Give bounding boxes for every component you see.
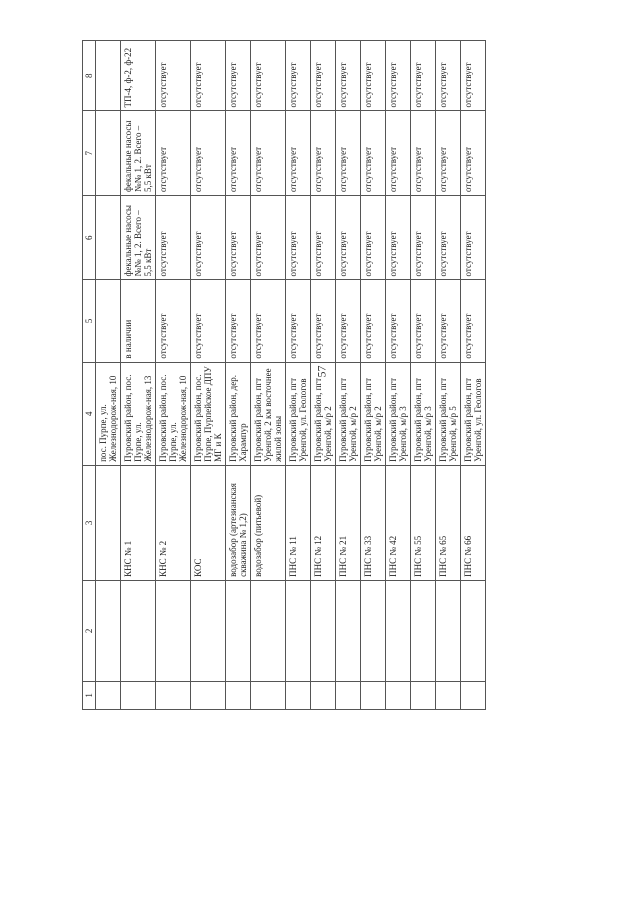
table-cell-c8: ТП-4, ф-2, ф-22	[121, 41, 156, 111]
table-cell-c3: водозабор (артезианская скважина № 1,2)	[226, 465, 251, 580]
table-cell-c6: отсутствует	[251, 195, 286, 280]
table-cell-c5: отсутствует	[311, 280, 336, 362]
empty-cell	[286, 580, 311, 681]
table-cell-c7: отсутствует	[286, 111, 311, 196]
empty-cell	[411, 580, 436, 681]
table-cell-c7: отсутствует	[386, 111, 411, 196]
table-row	[226, 41, 251, 710]
table-cell-c3: КНС № 1	[121, 465, 156, 580]
table-cell-c8	[96, 41, 121, 111]
table-cell-c7: фекальные насосы №№ 1, 2. Всего – 5,5 кВт	[121, 111, 156, 196]
empty-cell	[461, 580, 486, 681]
table-cell-c5	[96, 280, 121, 362]
rotated-table-container	[82, 40, 592, 710]
table-cell-c3: ПНС № 55	[411, 465, 436, 580]
empty-cell	[311, 681, 336, 709]
table-cell-c6: отсутствует	[191, 195, 226, 280]
table-cell-c7: отсутствует	[156, 111, 191, 196]
table-cell-c6: отсутствует	[156, 195, 191, 280]
table-cell-c3: ПНС № 21	[336, 465, 361, 580]
table-cell-c4: пос. Пурпе, ул. Железнодорож-ная, 10	[96, 362, 121, 465]
table-row	[286, 41, 311, 710]
table-row	[96, 41, 121, 710]
table-cell-c8: отсутствует	[226, 41, 251, 111]
table-cell-c5: отсутствует	[191, 280, 226, 362]
table-cell-c7: отсутствует	[226, 111, 251, 196]
table-cell-c6: отсутствует	[461, 195, 486, 280]
empty-cell	[251, 681, 286, 709]
table-cell-c6: отсутствует	[436, 195, 461, 280]
column-number-row	[83, 41, 96, 710]
table-cell-c4: Пуровский район, пгт Уренгой, м/р 2	[361, 362, 386, 465]
empty-cell	[96, 681, 121, 709]
table-row	[336, 41, 361, 710]
table-cell-c4: Пуровский район, пос. Пурпе, ул. Железнодорож-ная, 10	[156, 362, 191, 465]
table-cell-c8: отсутствует	[156, 41, 191, 111]
table-cell-c6: фекальные насосы №№ 1, 2. Всего – 5,5 кВт	[121, 195, 156, 280]
page-number: 57	[314, 365, 329, 378]
table-cell-c5: отсутствует	[336, 280, 361, 362]
empty-cell	[336, 580, 361, 681]
empty-cell	[436, 681, 461, 709]
column-number-8: 8	[83, 41, 96, 111]
empty-cell	[251, 580, 286, 681]
table-cell-c5: отсутствует	[436, 280, 461, 362]
table-cell-c7: отсутствует	[311, 111, 336, 196]
empty-cell	[386, 580, 411, 681]
table-cell-c7: отсутствует	[191, 111, 226, 196]
empty-cell	[121, 580, 156, 681]
table-row	[191, 41, 226, 710]
table-cell-c4: Пуровский район, пгт Уренгой, м/р 5	[436, 362, 461, 465]
empty-cell	[336, 681, 361, 709]
table-cell-c4: Пуровский район, дер. Харампур	[226, 362, 251, 465]
table-cell-c4: Пуровский район, пгт Уренгой, ул. Геологов	[286, 362, 311, 465]
table-cell-c6	[96, 195, 121, 280]
column-number-3: 3	[83, 465, 96, 580]
empty-cell	[226, 580, 251, 681]
table-cell-c3: водозабор (питьевой)	[251, 465, 286, 580]
column-number-5: 5	[83, 280, 96, 362]
table-cell-c6: отсутствует	[336, 195, 361, 280]
empty-cell	[191, 681, 226, 709]
table-cell-c6: отсутствует	[311, 195, 336, 280]
empty-cell	[461, 681, 486, 709]
table-cell-c4: Пуровский район, пгт Уренгой, м/р 3	[411, 362, 436, 465]
table-cell-c4: Пуровский район, пгт Уренгой, м/р 3	[386, 362, 411, 465]
table-row	[311, 41, 336, 710]
table-cell-c6: отсутствует	[361, 195, 386, 280]
equipment-table	[82, 40, 486, 710]
table-cell-c3: ПНС № 12	[311, 465, 336, 580]
table-cell-c3: ПНС № 65	[436, 465, 461, 580]
table-cell-c5: отсутствует	[156, 280, 191, 362]
table-cell-c5: отсутствует	[386, 280, 411, 362]
table-cell-c8: отсутствует	[286, 41, 311, 111]
table-row	[156, 41, 191, 710]
table-cell-c3: ПНС № 66	[461, 465, 486, 580]
table-cell-c5: отсутствует	[226, 280, 251, 362]
empty-cell	[156, 681, 191, 709]
table-cell-c3: КОС	[191, 465, 226, 580]
empty-cell	[96, 580, 121, 681]
table-cell-c3: ПНС № 42	[386, 465, 411, 580]
column-number-7: 7	[83, 111, 96, 196]
table-cell-c8: отсутствует	[411, 41, 436, 111]
table-cell-c7: отсутствует	[461, 111, 486, 196]
table-cell-c7: отсутствует	[336, 111, 361, 196]
table-cell-c3: КНС № 2	[156, 465, 191, 580]
empty-cell	[191, 580, 226, 681]
table-row	[411, 41, 436, 710]
table-cell-c5: отсутствует	[361, 280, 386, 362]
column-number-4: 4	[83, 362, 96, 465]
table-cell-c8: отсутствует	[461, 41, 486, 111]
table-row	[361, 41, 386, 710]
table-cell-c8: отсутствует	[436, 41, 461, 111]
table-cell-c6: отсутствует	[226, 195, 251, 280]
table-cell-c7: отсутствует	[411, 111, 436, 196]
table-cell-c8: отсутствует	[251, 41, 286, 111]
table-cell-c4: Пуровский район, пос. Пурпе, Пурпейское ДПУ МГ и К	[191, 362, 226, 465]
table-cell-c7: отсутствует	[361, 111, 386, 196]
table-row	[436, 41, 461, 710]
table-cell-c6: отсутствует	[411, 195, 436, 280]
table-cell-c4: Пуровский район, пгт Уренгой, 2 км восточнее жилой зоны	[251, 362, 286, 465]
table-cell-c8: отсутствует	[191, 41, 226, 111]
empty-cell	[121, 681, 156, 709]
table-cell-c4: Пуровский район, пгт Уренгой, м/р 2	[336, 362, 361, 465]
table-cell-c4: Пуровский район, пос. Пурпе, ул. Железнодорож-ная, 13	[121, 362, 156, 465]
column-number-6: 6	[83, 195, 96, 280]
empty-cell	[226, 681, 251, 709]
table-cell-c7: отсутствует	[251, 111, 286, 196]
empty-cell	[411, 681, 436, 709]
table-cell-c7	[96, 111, 121, 196]
table-cell-c6: отсутствует	[386, 195, 411, 280]
column-number-1: 1	[83, 681, 96, 709]
empty-cell	[436, 580, 461, 681]
empty-cell	[386, 681, 411, 709]
empty-cell	[311, 580, 336, 681]
table-row	[251, 41, 286, 710]
empty-cell	[361, 580, 386, 681]
table-cell-c8: отсутствует	[386, 41, 411, 111]
empty-cell	[156, 580, 191, 681]
table-cell-c8: отсутствует	[311, 41, 336, 111]
empty-cell	[286, 681, 311, 709]
table-cell-c5: отсутствует	[251, 280, 286, 362]
table-cell-c5: отсутствует	[461, 280, 486, 362]
table-row	[461, 41, 486, 710]
table-cell-c6: отсутствует	[286, 195, 311, 280]
table-cell-c7: отсутствует	[436, 111, 461, 196]
table-cell-c4: Пуровский район, пгт Уренгой, ул. Геологов	[461, 362, 486, 465]
column-number-2: 2	[83, 580, 96, 681]
table-cell-c3	[96, 465, 121, 580]
table-row	[386, 41, 411, 710]
empty-cell	[361, 681, 386, 709]
table-cell-c5: в наличии	[121, 280, 156, 362]
table-cell-c5: отсутствует	[411, 280, 436, 362]
table-cell-c8: отсутствует	[336, 41, 361, 111]
table-cell-c3: ПНС № 33	[361, 465, 386, 580]
table-cell-c5: отсутствует	[286, 280, 311, 362]
table-cell-c4: Пуровский район, пгт Уренгой, м/р 2	[311, 362, 336, 465]
table-cell-c3: ПНС № 11	[286, 465, 311, 580]
table-cell-c8: отсутствует	[361, 41, 386, 111]
table-row	[121, 41, 156, 710]
